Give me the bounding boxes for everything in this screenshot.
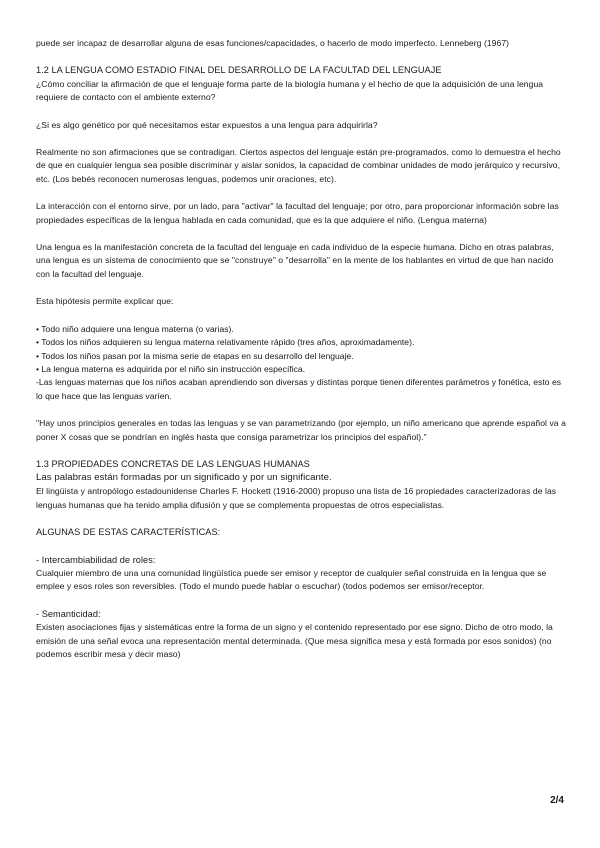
paragraph-4: Esta hipótesis permite explicar que: (36, 296, 174, 307)
section-1-3-subtitle: Las palabras están formadas por un significado y por un significante. (36, 472, 332, 484)
list-item: • La lengua materna es adquirida por el niño sin instrucción específica. (36, 363, 306, 374)
question-2: ¿Si es algo genético por qué necesitamos estar expuestos a una lengua para adquirirla? (36, 119, 378, 130)
section-1-2 (36, 64, 568, 444)
item-1-text: Cualquier miembro de una una comunidad lingüística puede ser emisor y receptor de cualquier señal construida en la lengua que se emplee y esos roles son reversibles. (Todo el mundo puede hablar o escuchar) (todos podemos ser emisor/receptor. (36, 567, 547, 592)
question-1: ¿Cómo conciliar la afirmación de que el lenguaje forma parte de la biología humana y el hecho de que la adquisición de una lengua requiere de contacto con el ambiente externo? (36, 78, 544, 103)
hockett-paragraph: El lingüista y antropólogo estadounidense Charles F. Hockett (1916-2000) propuso una lista de 16 propiedades caracterizadoras de las lenguas humanas que ha tenido amplia difusión y que se complementa propuestas de otros especialistas. (36, 486, 557, 510)
page-number: 2/4 (550, 795, 564, 806)
item-2-title: - Semanticidad: (36, 608, 101, 619)
intro-paragraph-end: puede ser incapaz de desarrollar alguna de esas funciones/capacidades, o hacerlo de modo imperfecto. Lenneberg (1967) (36, 38, 510, 48)
list-item: -Las lenguas maternas que los niños acaban aprendiendo son diversas y distintas porque tienen diferentes parámetros y fonética, esto es lo que hace que las lenguas varíen. (36, 377, 562, 401)
list-item: • Todo niño adquiere una lengua materna (o varias). (36, 323, 234, 334)
section-1-3 (36, 458, 568, 661)
section-1-3-title: 1.3 PROPIEDADES CONCRETAS DE LAS LENGUAS HUMANAS (36, 458, 310, 469)
hypothesis-list (36, 323, 568, 403)
document-page (36, 37, 568, 661)
characteristics-heading: ALGUNAS DE ESTAS CARACTERÍSTICAS: (36, 527, 221, 538)
paragraph-3: Una lengua es la manifestación concreta de la facultad del lenguaje en cada individuo de la especie humana. Dicho en otras palabras, una lengua es un sistema de conocimiento que se "construye" o "desarrolla" en la mente de los hablantes en virtud de que han nacido con la facultad del lenguaje. (36, 242, 554, 279)
paragraph-2: La interacción con el entorno sirve, por un lado, para "activar" la facultad del lenguaje; por otro, para proporcionar información sobre las propiedades específicas de la lengua hablada en cada comunidad, que es la que adquiere el niño. (Lengua materna) (36, 201, 559, 225)
section-1-2-title: 1.2 LA LENGUA COMO ESTADIO FINAL DEL DESARROLLO DE LA FACULTAD DEL LENGUAJE (36, 65, 442, 76)
quote-paragraph: "Hay unos principios generales en todas las lenguas y se van parametrizando (por ejemplo, un niño americano que aprende español va a poner X cosas que se pondrían en inglés hasta que consiga parametrizar los principios del español)." (36, 418, 566, 442)
item-1-title: - Intercambiabilidad de roles: (36, 554, 156, 565)
paragraph-1: Realmente no son afirmaciones que se contradigan. Ciertos aspectos del lenguaje están pre-programados, como lo demuestra el hecho de que en cualquier lengua sea posible discriminar y aislar sonidos, la capacidad de combinar unidades de modo jerárquico y recursivo, etc. (Los bebés reconocen numerosas lenguas, podemos unir oraciones, etc). (36, 147, 561, 184)
list-item: • Todos los niños adquieren su lengua materna relativamente rápido (tres años, aproximadamente). (36, 337, 415, 348)
list-item: • Todos los niños pasan por la misma serie de etapas en su desarrollo del lenguaje. (36, 350, 354, 361)
item-2-text: Existen asociaciones fijas y sistemáticas entre la forma de un signo y el contenido representado por ese signo. Dicho de otro modo, la emisión de una señal evoca una representación mental determinada. (Que mesa significa mesa y está formada por esos sonidos) (no podemos escribir mesa y decir maso) (36, 622, 553, 659)
